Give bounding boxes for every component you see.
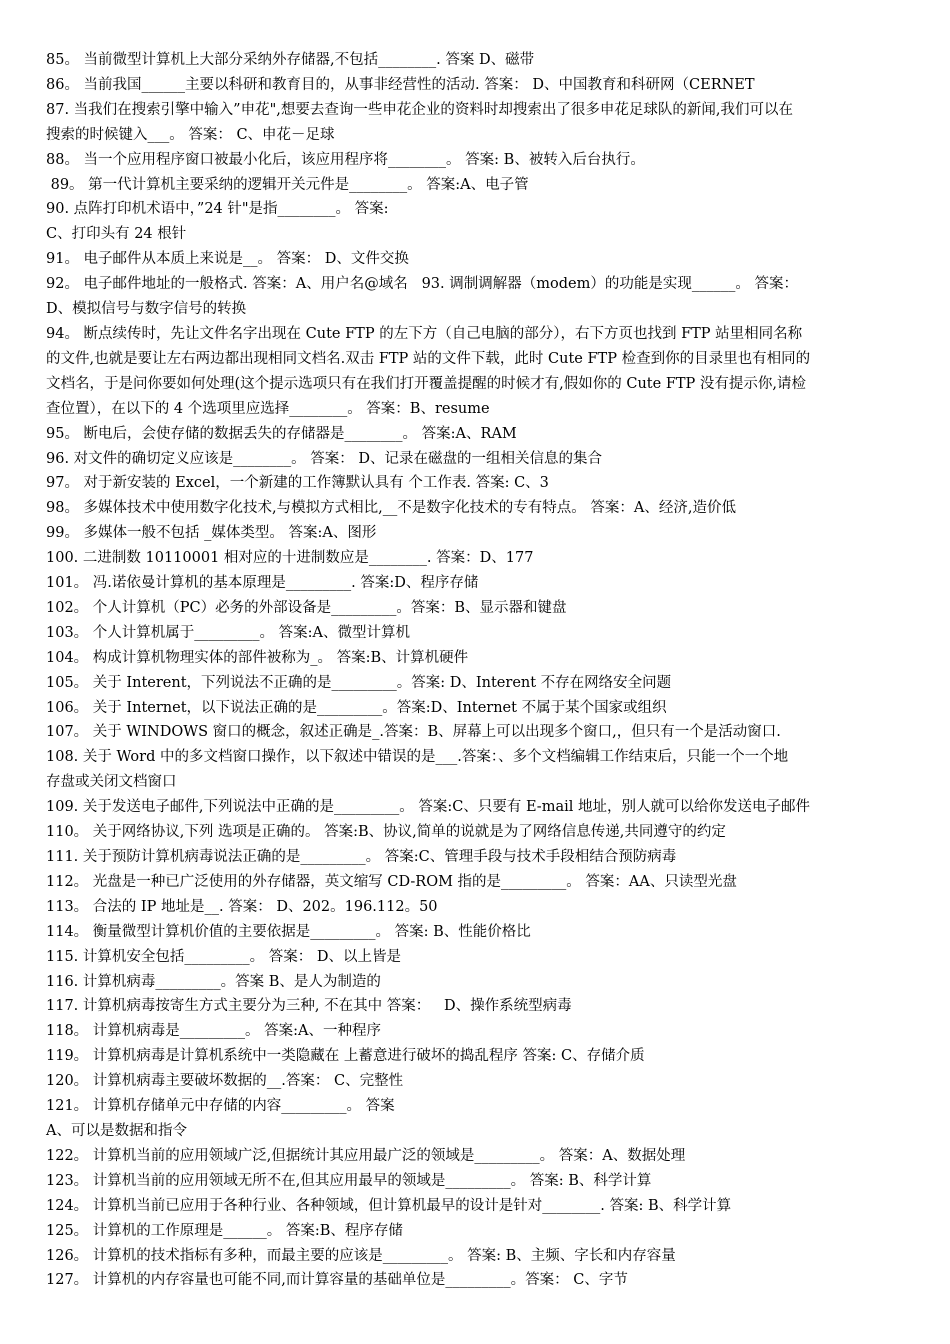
text-line: 122。 计算机当前的应用领域广泛,但据统计其应用最广泛的领域是_________。 答案：A、数据处理 [46,1147,686,1164]
text-line: 121。 计算机存储单元中存储的内容_________。 答案 [46,1098,395,1115]
text-line: 查位置），在以下的 4 个选项里应选择________。 答案：B、resume [46,400,490,417]
text-line: 96. 对文件的确切定义应该是________。 答案： D、记录在磁盘的一组相关信息的集合 [46,450,603,467]
text-line: 95。 断电后，会使存储的数据丢失的存储器是________。 答案:A、RAM [46,425,517,442]
text-line: 115. 计算机安全包括_________。 答案： D、以上皆是 [46,948,401,965]
text-line: 123。 计算机当前的应用领域无所不在,但其应用最早的领域是_________。 答案: B、科学计算 [46,1172,652,1189]
text-line: 98。 多媒体技术中使用数字化技术,与模拟方式相比,__不是数字化技术的专有特点。 答案：A、经济,造价低 [46,500,736,517]
text-line: 102。 个人计算机（PC）必务的外部设备是_________。答案：B、显示器和键盘 [46,599,567,616]
text-line: 112。 光盘是一种已广泛使用的外存储器，英文缩写 CD-ROM 指的是_________。 答案：AA、只读型光盘 [46,873,737,890]
text-line: 90. 点阵打印机术语中，”24 针"是指________。 答案: [46,201,389,218]
text-line: 110。 关于网络协议,下列 选项是正确的。 答案:B、协议,简单的说就是为了网络信息传递,共同遵守的约定 [46,824,726,841]
text-line: 85。 当前微型计算机上大部分采纳外存储器,不包括________. 答案 D、磁带 [46,52,535,68]
text-line: 109. 关于发送电子邮件,下列说法中正确的是_________。 答案:C、只要有 E-mail 地址，别人就可以给你发送电子邮件 [46,799,810,816]
text-line: 116. 计算机病毒_________。答案 B、是人为制造的 [46,973,381,990]
text-line: 103。 个人计算机属于_________。 答案:A、微型计算机 [46,624,410,641]
text-line: 88。 当一个应用程序窗口被最小化后，该应用程序将________。 答案: B、被转入后台执行。 [46,151,645,168]
text-line: 86。 当前我国______主要以科研和教育目的，从事非经营性的活动. 答案： D、中国教育和科研网（CERNET [46,76,755,93]
text-line: 94。 断点续传时，先让文件名字出现在 Cute FTP 的左下方（自己电脑的部分），右下方页也找到 FTP 站里相同名称 [46,325,803,342]
text-line: 127。 计算机的内存容量也可能不同,而计算容量的基础单位是_________。答案： C、字节 [46,1272,628,1289]
text-line: 106。 关于 Internet，以下说法正确的是_________。答案:D、Internet 不属于某个国家或组织 [46,699,667,716]
text-line: 100. 二进制数 10110001 相对应的十进制数应是________. 答案：D、177 [46,550,534,567]
text-line: 118。 计算机病毒是_________。 答案:A、一种程序 [46,1023,381,1040]
text-line: 105。 关于 Interent，下列说法不正确的是_________。答案: D、Interent 不存在网络安全问题 [46,674,672,691]
text-line: 的文件,也就是要让左右两边都出现相同文档名.双击 FTP 站的文件下载，此时 Cute FTP 检查到你的目录里也有相同的 [46,350,811,367]
text-line: 117. 计算机病毒按寄生方式主要分为三种, 不在其中 答案： D、操作系统型病毒 [46,998,572,1015]
text-line: D、模拟信号与数字信号的转换 [46,301,247,318]
text-line: 113。 合法的 IP 地址是__. 答案： D、202。196.112。50 [46,898,438,915]
text-line: 99。 多媒体一般不包括 _媒体类型。 答案:A、图形 [46,525,377,542]
text-line: 114。 衡量微型计算机价值的主要依据是_________。 答案: B、性能价格比 [46,923,531,940]
text-line: 搜索的时候键入___。 答案： C、申花－足球 [46,126,335,143]
text-line: 111. 关于预防计算机病毒说法正确的是_________。 答案:C、管理手段与技术手段相结合预防病毒 [46,849,677,865]
text-line: 124。 计算机当前已应用于各种行业、各种领域，但计算机最早的设计是针对________. 答案: B、科学计算 [46,1197,732,1214]
text-line: 97。 对于新安装的 Excel，一个新建的工作簿默认具有 个工作表. 答案: C、3 [46,475,549,492]
text-line: 101。 冯.诺依曼计算机的基本原理是_________. 答案:D、程序存储 [46,575,479,592]
text-line: 文档名，于是问你要如何处理(这个提示选项只有在我们打开覆盖提醒的时候才有,假如你的 Cute FTP 没有提示你,请检 [46,375,807,392]
text-line: 92。 电子邮件地址的一般格式. 答案：A、用户名@域名 93. 调制调解器（modem）的功能是实现______。 答案： [46,276,798,293]
text-line: 120。 计算机病毒主要破坏数据的__.答案： C、完整性 [46,1073,404,1090]
text-line: 108. 关于 Word 中的多文档窗口操作，以下叙述中错误的是___.答案：、多个文档编辑工作结束后，只能一个一个地 [46,749,789,766]
text-line: 87. 当我们在搜索引擎中输入”申花",想要去查询一些申花企业的资料时却搜索出了很多申花足球队的新闻,我们可以在 [46,101,793,118]
text-line: A、可以是数据和指令 [46,1122,187,1139]
document-page [46,48,908,1293]
text-line: 存盘或关闭文档窗口 [46,774,177,791]
text-line: 119。 计算机病毒是计算机系统中一类隐藏在 上蓄意进行破坏的捣乱程序 答案: C、存储介质 [46,1048,645,1065]
text-line: 126。 计算机的技术指标有多种，而最主要的应该是_________。 答案: B、主频、字长和内存容量 [46,1247,676,1264]
text-line: 107。 关于 WINDOWS 窗口的概念，叙述正确是_.答案：B、屏幕上可以出现多个窗口,，但只有一个是活动窗口. [46,724,781,741]
text-line: 89。 第一代计算机主要采纳的逻辑开关元件是________。 答案:A、电子管 [46,176,529,193]
text-line: C、打印头有 24 根针 [46,226,187,243]
text-line: 104。 构成计算机物理实体的部件被称为_。 答案:B、计算机硬件 [46,649,469,666]
text-line: 125。 计算机的工作原理是______。 答案:B、程序存储 [46,1222,403,1239]
text-line: 91。 电子邮件从本质上来说是__。 答案： D、文件交换 [46,251,409,268]
